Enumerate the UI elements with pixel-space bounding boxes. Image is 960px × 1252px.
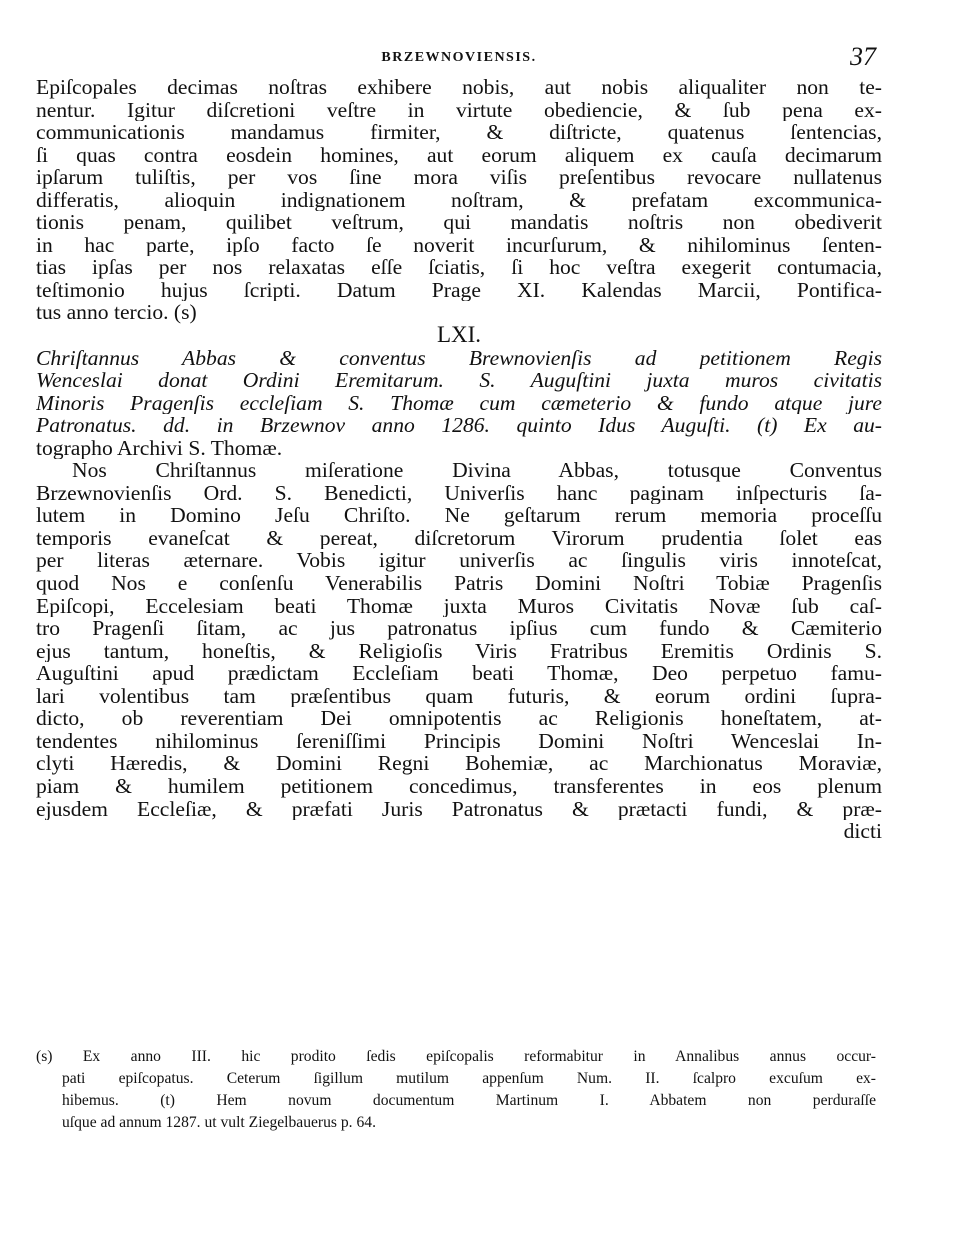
body-line: tus anno tercio. (s) [36, 301, 197, 325]
document-summary [36, 347, 882, 460]
summary-line: Chriſtannus Abbas & conventus Brewnovienſis ad petitionem Regis [36, 346, 882, 370]
charter-line: Nos Chriſtannus miſeratione Divina Abbas, totusque Conventus [72, 459, 882, 482]
body-line: in hac parte, ipſo facto ſe noverit incurſurum, & nihilominus ſenten- [36, 233, 882, 257]
footnote-line: hibemus. (t) Hem novum documentum Martinum I. Abbatem non perduraſſe [62, 1092, 876, 1109]
section-number: LXI. [436, 324, 482, 347]
page [36, 36, 882, 843]
charter-line: lutem in Domino Jeſu Chriſto. Ne geſtarum rerum memoria proceſſu [36, 504, 882, 527]
charter-line: dicto, ob reverentiam Dei omnipotentis ac Religionis honeſtatem, at- [36, 707, 882, 730]
summary-line: Patronatus. dd. in Brzewnov anno 1286. quinto Idus Auguſti. (t) Ex au- [36, 414, 882, 437]
body-line: teſtimonio hujus ſcripti. Datum Prage XI. Kalendas Marcii, Pontifica- [36, 278, 882, 302]
body-line: ipſarum tuliſtis, per vos ſine mora viſis preſentibus revocare nullatenus [36, 166, 882, 189]
charter-line: Epiſcopi, Eccelesiam beati Thomæ juxta Muros Civitatis Novæ ſub caſ- [36, 594, 882, 618]
body-line: Epiſcopales decimas noſtras exhibere nobis, aut nobis aliqualiter non te- [36, 76, 882, 99]
footnotes [36, 1046, 876, 1134]
charter-line: clyti Hæredis, & Domini Regni Bohemiæ, ac Marchionatus Moraviæ, [36, 752, 882, 775]
charter-line: piam & humilem petitionem concedimus, transferentes in eos plenum [36, 774, 882, 798]
charter-line: lari volentibus tam præſentibus quam futuris, & eorum ordini ſupra- [36, 684, 882, 708]
charter-line: quod Nos e conſenſu Venerabilis Patris Domini Noſtri Tobiæ Pragenſis [36, 572, 882, 595]
body-line: tionis penam, quilibet veſtrum, qui mandatis noſtris non obediverit [36, 211, 882, 234]
body-line: differatis, alioquin indignationem noſtram, & prefatam excommunica- [36, 188, 882, 212]
catchword: dicti [843, 820, 882, 843]
charter-line: ejusdem Eccleſiæ, & præfati Juris Patronatus & prætacti fundi, & præ- [36, 797, 882, 821]
running-title: BRZEWNOVIENSIS. [381, 50, 537, 65]
footnote-line: uſque ad annum 1287. ut vult Ziegelbauerus p. 64. [62, 1114, 376, 1131]
charter-line: Brzewnovienſis Ord. S. Benedicti, Univerſis hanc paginam inſpecturis ſa- [36, 481, 882, 505]
body-line: communicationis mandamus firmiter, & diſtricte, quatenus ſentencias, [36, 121, 882, 144]
footnote-line: (s) Ex anno III. hic prodito ſedis epiſcopalis reformabitur in Annalibus annus occur- [36, 1048, 876, 1065]
charter-line: per literas æternare. Vobis igitur univerſis ac ſingulis viris innoteſcat, [36, 549, 882, 573]
summary-line: tographo Archivi S. Thomæ. [36, 436, 283, 460]
summary-line: Wenceslai donat Ordini Eremitarum. S. Auguſtini juxta muros civitatis [36, 369, 882, 392]
running-head [36, 36, 882, 76]
charter-line: ejus tantum, honeſtis, & Religioſis Viris Fratribus Eremitis Ordinis S. [36, 639, 882, 663]
charter-line: tendentes nihilominus ſereniſſimi Principis Domini Noſtri Wenceslai In- [36, 729, 882, 753]
charter-line: tro Pragenſi ſitam, ac jus patronatus ipſius cum fundo & Cæmiterio [36, 617, 882, 640]
body-line: nentur. Igitur diſcretioni veſtre in virtute obediencie, & ſub pena ex- [36, 98, 882, 122]
footnote-line: pati epiſcopatus. Ceterum ſigillum mutilum appenſum Num. II. ſcalpro excuſum ex- [62, 1070, 876, 1087]
body-text [36, 76, 882, 324]
page-number: 37 [850, 42, 876, 71]
body-line: ſi quas contra eosdein homines, aut eorum aliquem ex cauſa decimarum [36, 143, 882, 167]
summary-line: Minoris Pragenſis eccleſiam S. Thomæ cum cæmeterio & fundo atque jure [36, 391, 882, 415]
body-line: tias ipſas per nos relaxatas eſſe ſciatis, ſi hoc veſtra exegerit contumacia, [36, 256, 882, 279]
charter-line: Auguſtini apud prædictam Eccleſiam beati Thomæ, Deo perpetuo famu- [36, 662, 882, 685]
charter-text [36, 459, 882, 820]
charter-line: temporis evaneſcat & pereat, diſcretorum Virorum prudentia ſolet eas [36, 526, 882, 550]
